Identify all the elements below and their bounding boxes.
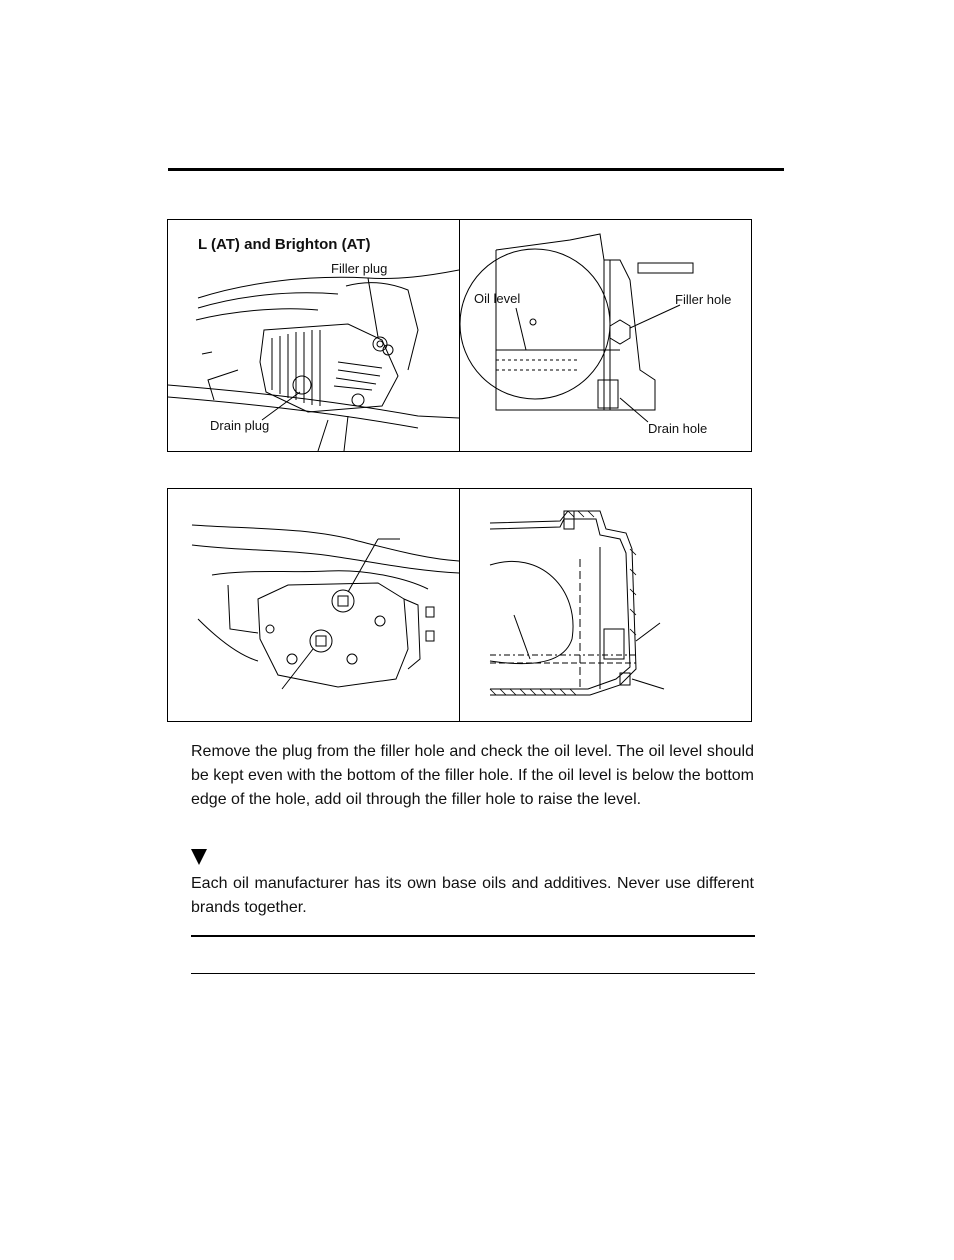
figure-2-right-panel bbox=[460, 489, 751, 721]
differential-section-view-drawing bbox=[460, 489, 751, 721]
filler-hole-label: Filler hole bbox=[675, 292, 732, 307]
rear-differential-drawing bbox=[168, 220, 459, 451]
section-rule-bottom bbox=[191, 973, 755, 974]
warning-triangle-icon bbox=[191, 849, 207, 865]
figure-1-title: L (AT) and Brighton (AT) bbox=[198, 236, 371, 253]
caution-paragraph: Each oil manufacturer has its own base oils and additives. Never use different brands together. bbox=[191, 875, 754, 916]
drain-plug-label: Drain plug bbox=[210, 418, 270, 433]
filler-plug-label: Filler plug bbox=[331, 261, 388, 276]
figure-1-left-panel bbox=[168, 220, 459, 451]
figure-2-left-panel bbox=[168, 489, 459, 721]
differential-cross-section-drawing bbox=[460, 220, 751, 451]
figure-1 bbox=[167, 219, 752, 452]
section-rule-top bbox=[191, 935, 755, 937]
differential-plug-view-drawing bbox=[168, 489, 459, 721]
drain-hole-label: Drain hole bbox=[648, 421, 708, 436]
instruction-paragraph: Remove the plug from the filler hole and check the oil level. The oil level should be kept even with the bottom of the filler hole. If the oil level is below the bottom edge of the hole, add oil through the filler hole to raise the level. bbox=[191, 743, 754, 808]
figure-1-right-panel bbox=[460, 220, 751, 451]
header-rule bbox=[168, 168, 784, 171]
figure-2 bbox=[167, 488, 752, 722]
oil-level-label: Oil level bbox=[474, 291, 521, 306]
